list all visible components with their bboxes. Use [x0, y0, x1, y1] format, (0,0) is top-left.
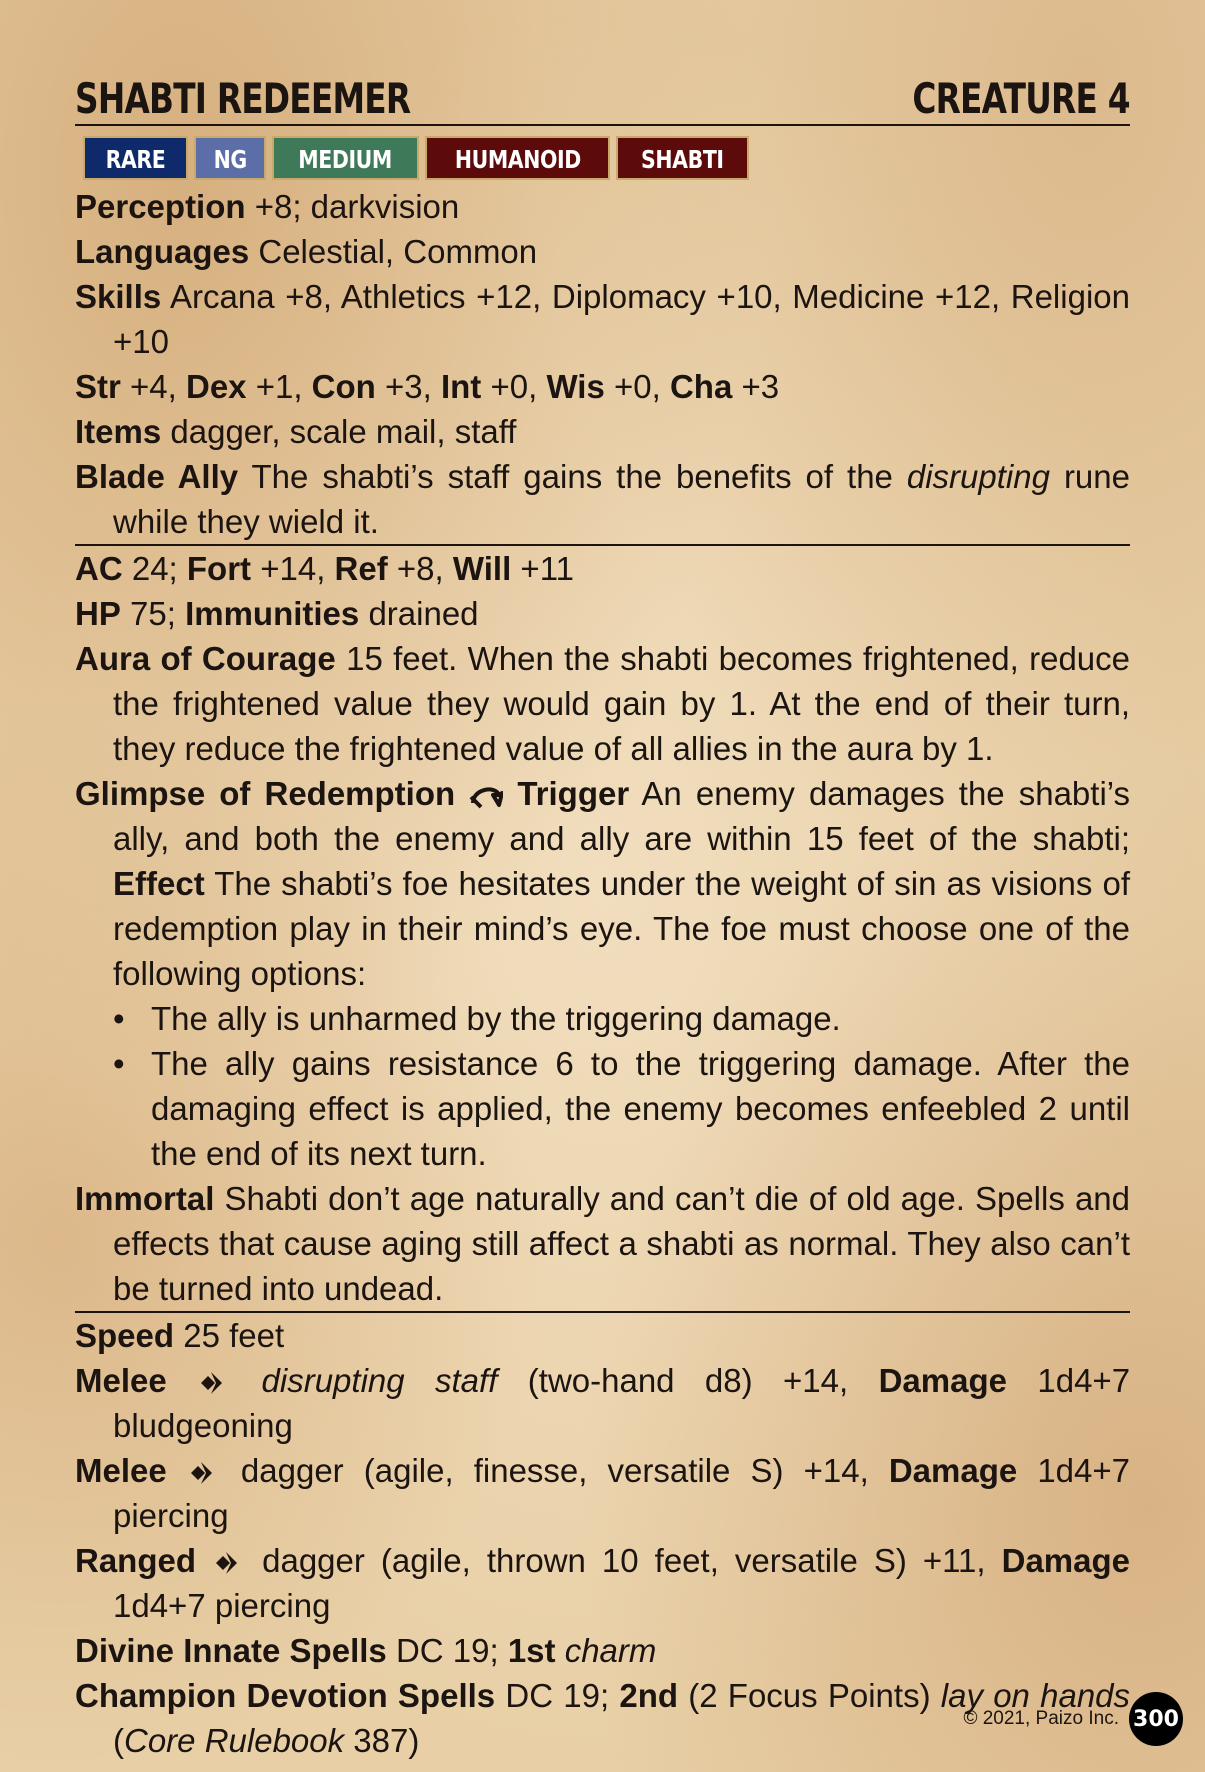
reaction-icon [469, 783, 503, 809]
copyright: © 2021, Paizo Inc. [963, 1708, 1119, 1729]
items-line: Items dagger, scale mail, staff [75, 413, 517, 450]
glimpse-option-1: • The ally is unharmed by the triggering damage. [75, 996, 1130, 1041]
single-action-icon [197, 1368, 231, 1398]
bullet-marker: • [113, 1045, 125, 1082]
immortal-line: Immortal Shabti don’t age naturally and can’t die of old age. Spells and effects that cause aging still affect a shabti as normal. They also can’t be turned into undead. [75, 1180, 1130, 1307]
trait-shabti: SHABTI [616, 136, 749, 180]
glimpse-option-2: • The ally gains resistance 6 to the triggering damage. After the damaging effect is applied, the enemy becomes enfeebled 2 until the end of its next turn. [75, 1041, 1130, 1176]
trait-size: MEDIUM [272, 136, 418, 180]
creature-name: SHABTI REDEEMER [75, 74, 411, 123]
page-number-badge: 300 [1129, 1692, 1183, 1746]
trait-humanoid: HUMANOID [425, 136, 611, 180]
glimpse-of-redemption-line: Glimpse of Redemption Trigger An enemy damages the shabti’s ally, and both the enemy and ally are within 15 feet of the shabti; Effect The shabti’s foe hesitates under the weight of sin as visions of redemption play in their mind’s eye. The foe must choose one of the following options: [75, 775, 1131, 992]
footer [963, 1692, 1183, 1746]
melee-dagger-line: Melee dagger (agile, finesse, versatile S) +14, Damage 1d4+7 piercing [75, 1452, 1131, 1534]
blade-ally-line: Blade Ally The shabti’s staff gains the benefits of the disrupting rune while they wield it. [75, 458, 1130, 540]
creature-level: CREATURE 4 [912, 74, 1130, 123]
ability-scores-line: Str +4, Dex +1, Con +3, Int +0, Wis +0, Cha +3 [75, 368, 780, 405]
hp-line: HP 75; Immunities drained [75, 595, 479, 632]
bullet-marker: • [113, 1000, 125, 1037]
single-action-icon [187, 1458, 221, 1488]
champion-devotion-spells-line: Champion Devotion Spells DC 19; 2nd (2 Focus Points) lay on hands (Core Rulebook 387) [75, 1677, 1131, 1759]
defense-line: AC 24; Fort +14, Ref +8, Will +11 [75, 550, 574, 587]
perception-line: Perception +8; darkvision [75, 188, 460, 225]
trait-alignment: NG [194, 136, 266, 180]
ranged-dagger-line: Ranged dagger (agile, thrown 10 feet, versatile S) +11, Damage 1d4+7 piercing [75, 1542, 1131, 1624]
melee-staff-line: Melee disrupting staff (two-hand d8) +14, Damage 1d4+7 bludgeoning [75, 1362, 1131, 1444]
trait-list [83, 136, 1130, 180]
trait-rare: RARE [83, 136, 188, 180]
divine-innate-spells-line: Divine Innate Spells DC 19; 1st charm [75, 1632, 657, 1669]
speed-line: Speed 25 feet [75, 1317, 285, 1354]
single-action-icon [212, 1548, 246, 1578]
title-row [75, 68, 1130, 126]
skills-line: Skills Arcana +8, Athletics +12, Diplomacy +10, Medicine +12, Religion +10 [75, 278, 1130, 360]
aura-of-courage-line: Aura of Courage 15 feet. When the shabti becomes frightened, reduce the frightened value they would gain by 1. At the end of their turn, they reduce the frightened value of all allies in the aura by 1. [75, 640, 1131, 767]
languages-line: Languages Celestial, Common [75, 233, 538, 270]
stat-block [75, 68, 1130, 1763]
